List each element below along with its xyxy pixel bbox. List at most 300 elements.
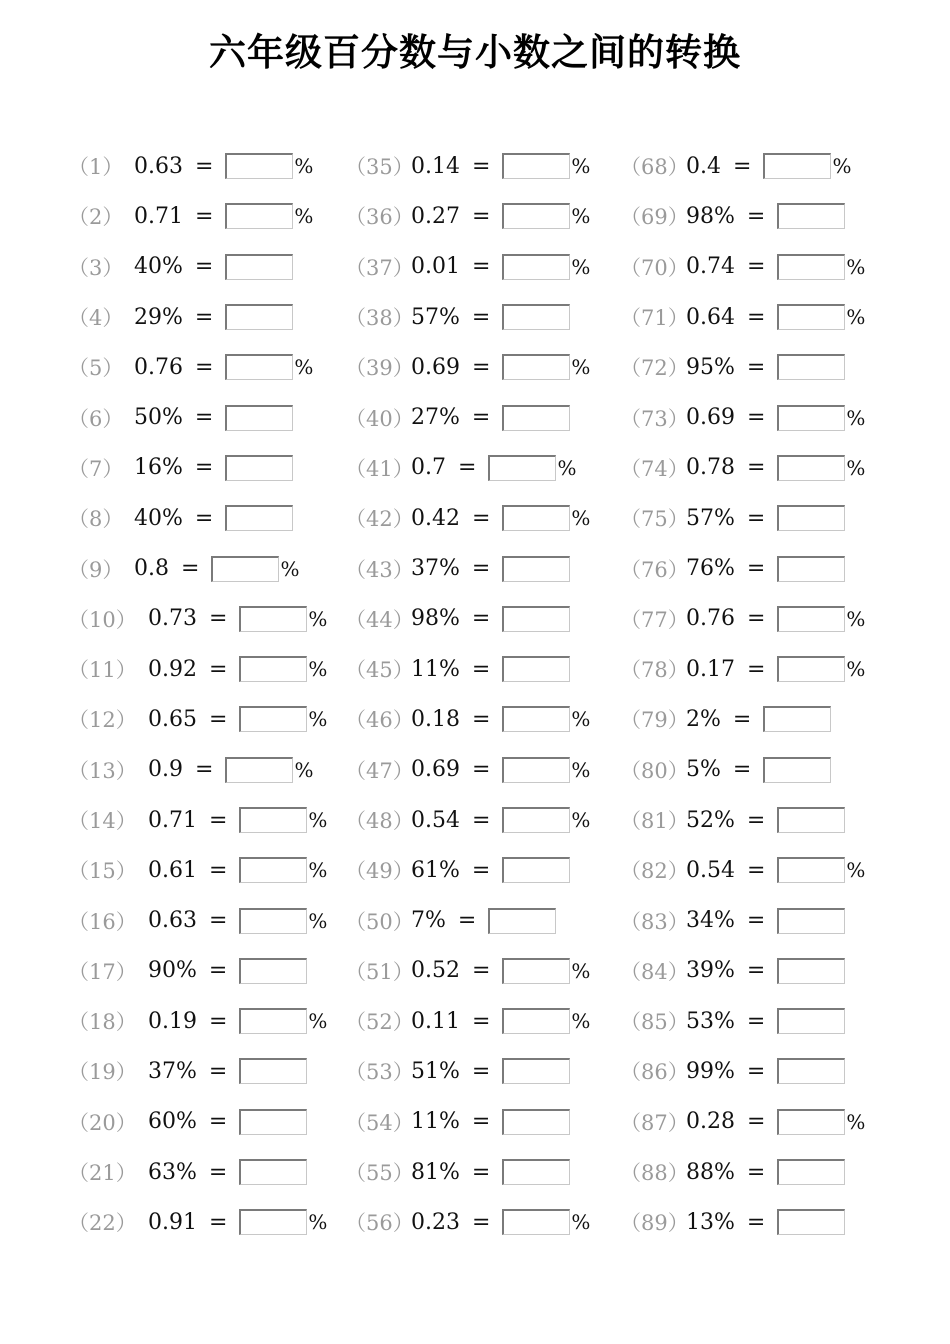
problem-row (68, 895, 327, 945)
problem-number: （21） (68, 1161, 137, 1186)
problem-expression: 0.92 (148, 656, 197, 682)
problem-row (345, 795, 590, 845)
percent-suffix: % (846, 606, 866, 631)
problem-expression: 40% (134, 505, 183, 531)
answer-box[interactable] (777, 405, 845, 431)
problem-expression: 0.91 (148, 1209, 197, 1235)
percent-suffix: % (832, 154, 852, 179)
equals-sign: = (208, 706, 228, 732)
answer-box[interactable] (211, 556, 279, 582)
equals-sign: = (746, 857, 766, 883)
answer-box[interactable] (777, 304, 845, 330)
answer-box[interactable] (777, 807, 845, 833)
page-title: 六年级百分数与小数之间的转换 (209, 31, 741, 74)
answer-box[interactable] (777, 1109, 845, 1135)
equals-sign: = (194, 405, 214, 431)
problem-expression: 0.65 (148, 706, 197, 732)
problem-number: （76） (620, 557, 689, 582)
problem-row (68, 342, 327, 392)
equals-sign: = (471, 405, 491, 431)
equals-sign: = (195, 757, 214, 783)
problem-row (68, 493, 327, 543)
problem-row (345, 141, 590, 191)
equals-sign: = (746, 807, 766, 833)
answer-box[interactable] (239, 706, 307, 732)
problem-expression: 0.71 (134, 203, 183, 229)
equals-sign: = (194, 153, 214, 179)
problem-row (345, 493, 590, 543)
equals-sign: = (194, 505, 214, 531)
answer-box[interactable] (502, 656, 570, 682)
equals-sign: = (746, 203, 766, 229)
answer-box[interactable] (502, 807, 570, 833)
equals-sign: = (471, 1109, 491, 1135)
equals-sign: = (208, 908, 228, 934)
problem-row (620, 443, 865, 493)
equals-sign: = (746, 1209, 766, 1235)
percent-suffix: % (308, 808, 328, 832)
answer-box[interactable] (777, 1008, 845, 1034)
problem-number: （86） (620, 1060, 689, 1085)
problem-expression: 40% (134, 254, 183, 280)
problem-expression: 0.54 (411, 807, 460, 833)
problem-number: （80） (620, 758, 689, 783)
problem-number: （74） (620, 456, 689, 481)
answer-box[interactable] (777, 958, 845, 984)
answer-box[interactable] (502, 254, 570, 280)
problem-number: （4） (68, 306, 124, 331)
problem-number: （70） (620, 255, 689, 280)
problem-expression: 0.19 (148, 1008, 197, 1034)
problem-expression: 57% (686, 505, 735, 531)
problem-number: （10） (68, 607, 137, 632)
equals-sign: = (471, 556, 491, 582)
problem-expression: 37% (148, 1058, 197, 1084)
answer-box[interactable] (239, 1058, 307, 1084)
percent-suffix: % (308, 606, 328, 631)
problem-number: （55） (345, 1161, 414, 1186)
problem-expression: 0.61 (148, 857, 197, 883)
equals-sign: = (457, 908, 477, 934)
problem-number: （72） (620, 356, 689, 381)
problem-row (620, 644, 865, 694)
equals-sign: = (733, 153, 752, 179)
problem-row (345, 443, 590, 493)
problem-row (68, 1097, 327, 1147)
percent-suffix: % (308, 858, 328, 883)
problem-number: （46） (345, 708, 414, 733)
problem-row (68, 1197, 327, 1247)
problem-expression: 11% (411, 656, 460, 682)
answer-box[interactable] (225, 757, 293, 783)
problem-number: （50） (345, 909, 414, 934)
problem-row (620, 946, 865, 996)
problem-number: （12） (68, 708, 137, 733)
problem-expression: 0.54 (686, 857, 735, 883)
answer-box[interactable] (239, 908, 307, 934)
problem-expression: 98% (686, 203, 735, 229)
answer-box[interactable] (239, 807, 307, 833)
equals-sign: = (471, 1008, 491, 1034)
problem-expression: 90% (148, 958, 197, 984)
problem-number: （87） (620, 1110, 689, 1135)
problem-expression: 11% (411, 1109, 460, 1135)
problem-number: （52） (345, 1010, 414, 1035)
problem-expression: 99% (686, 1058, 735, 1084)
answer-box[interactable] (502, 153, 570, 179)
answer-box[interactable] (777, 656, 845, 682)
problem-number: （88） (620, 1161, 689, 1186)
equals-sign: = (471, 1209, 491, 1235)
problem-row (620, 694, 865, 744)
answer-box[interactable] (777, 1058, 845, 1084)
answer-box[interactable] (777, 203, 845, 229)
percent-suffix: % (571, 808, 591, 832)
problem-number: （47） (345, 758, 414, 783)
equals-sign: = (208, 1008, 228, 1034)
answer-box[interactable] (777, 455, 845, 481)
problem-expression: 0.14 (411, 153, 460, 179)
problem-row (620, 1147, 865, 1197)
problem-expression: 0.28 (686, 1109, 735, 1135)
answer-box[interactable] (239, 1209, 307, 1235)
problem-row (345, 191, 590, 241)
equals-sign: = (746, 1159, 766, 1185)
problem-number: （17） (68, 959, 137, 984)
problem-row (68, 946, 327, 996)
equals-sign: = (746, 606, 766, 632)
problem-number: （51） (345, 959, 414, 984)
problem-expression: 7% (411, 908, 446, 934)
problem-row (620, 745, 865, 795)
answer-box[interactable] (239, 606, 307, 632)
percent-suffix: % (571, 958, 591, 983)
problem-row (345, 946, 590, 996)
percent-suffix: % (280, 556, 300, 581)
problem-expression: 5% (686, 757, 721, 783)
answer-box[interactable] (502, 556, 570, 582)
problem-row (620, 996, 865, 1046)
problem-number: （68） (620, 155, 689, 180)
percent-suffix: % (846, 305, 866, 330)
problem-number: （6） (68, 406, 124, 431)
problem-expression: 0.18 (411, 706, 460, 732)
problem-expression: 60% (148, 1109, 197, 1135)
problem-row (68, 292, 327, 342)
problem-number: （14） (68, 809, 137, 833)
equals-sign: = (746, 304, 766, 330)
equals-sign: = (471, 153, 491, 179)
problem-row (345, 1097, 590, 1147)
problem-row (345, 1046, 590, 1096)
problem-number: （85） (620, 1010, 689, 1035)
answer-box[interactable] (239, 1008, 307, 1034)
equals-sign: = (181, 556, 200, 582)
problem-row (68, 1046, 327, 1096)
equals-sign: = (208, 1109, 228, 1135)
answer-box[interactable] (239, 1109, 307, 1135)
problem-row (345, 594, 590, 644)
equals-sign: = (746, 505, 766, 531)
equals-sign: = (746, 908, 766, 934)
problem-number: （53） (345, 1060, 414, 1085)
problem-expression: 98% (411, 606, 460, 632)
problem-expression: 16% (134, 455, 183, 481)
problem-expression: 0.23 (411, 1209, 460, 1235)
percent-suffix: % (294, 757, 314, 782)
equals-sign: = (471, 807, 491, 833)
problem-number: （35） (345, 155, 414, 180)
answer-box[interactable] (502, 354, 570, 380)
answer-box[interactable] (225, 254, 293, 280)
answer-box[interactable] (502, 1209, 570, 1235)
equals-sign: = (194, 354, 214, 380)
answer-box[interactable] (225, 304, 293, 330)
problem-row (68, 443, 327, 493)
problem-row (620, 292, 865, 342)
equals-sign: = (471, 857, 491, 883)
answer-box[interactable] (777, 908, 845, 934)
problem-expression: 88% (686, 1159, 735, 1185)
problem-row (620, 1097, 865, 1147)
problem-number: （79） (620, 708, 689, 733)
answer-box[interactable] (488, 455, 556, 481)
answer-box[interactable] (488, 908, 556, 934)
answer-box[interactable] (239, 857, 307, 883)
problem-number: （9） (68, 557, 124, 582)
problem-expression: 37% (411, 556, 460, 582)
equals-sign: = (208, 857, 228, 883)
problem-number: （45） (345, 658, 414, 683)
answer-box[interactable] (777, 1159, 845, 1185)
percent-suffix: % (571, 204, 591, 229)
problem-row (345, 1197, 590, 1247)
answer-box[interactable] (502, 505, 570, 531)
problem-expression: 0.52 (411, 958, 460, 984)
problem-row (68, 392, 327, 442)
problem-expression: 53% (686, 1008, 735, 1034)
problem-expression: 57% (411, 304, 460, 330)
answer-box[interactable] (225, 354, 293, 380)
answer-box[interactable] (777, 556, 845, 582)
percent-suffix: % (846, 254, 866, 279)
problem-row (620, 543, 865, 593)
answer-box[interactable] (502, 1159, 570, 1185)
percent-suffix: % (294, 204, 314, 229)
problem-row (620, 795, 865, 845)
answer-box[interactable] (239, 1159, 307, 1185)
equals-sign: = (208, 1058, 228, 1084)
equals-sign: = (746, 455, 766, 481)
problem-number: （37） (345, 255, 414, 280)
percent-suffix: % (557, 455, 577, 480)
problem-expression: 0.69 (411, 757, 460, 783)
problem-expression: 0.7 (411, 455, 446, 481)
equals-sign: = (194, 304, 214, 330)
equals-sign: = (194, 254, 214, 280)
problem-expression: 0.76 (686, 606, 735, 632)
equals-sign: = (746, 354, 766, 380)
problem-expression: 0.01 (411, 254, 460, 280)
answer-box[interactable] (502, 606, 570, 632)
percent-suffix: % (571, 254, 591, 279)
problem-number: （2） (68, 205, 124, 230)
problem-expression: 0.11 (411, 1008, 460, 1034)
problem-row (620, 1197, 865, 1247)
problem-expression: 29% (134, 304, 183, 330)
problem-row (620, 493, 865, 543)
problem-row (68, 996, 327, 1046)
equals-sign: = (746, 556, 766, 582)
problem-row (620, 895, 865, 945)
equals-sign: = (208, 807, 228, 833)
problem-row (620, 1046, 865, 1096)
answer-box[interactable] (502, 1058, 570, 1084)
answer-box[interactable] (502, 757, 570, 783)
problem-row (620, 242, 865, 292)
answer-box[interactable] (777, 505, 845, 531)
percent-suffix: % (846, 405, 866, 430)
problem-column-1 (68, 141, 327, 1248)
equals-sign: = (208, 606, 228, 632)
problem-row (68, 694, 327, 744)
problem-expression: 27% (411, 405, 460, 431)
answer-box[interactable] (502, 203, 570, 229)
answer-box[interactable] (777, 1209, 845, 1235)
problem-expression: 0.63 (148, 908, 197, 934)
problem-row (68, 191, 327, 241)
problem-expression: 0.17 (686, 656, 735, 682)
problem-row (68, 242, 327, 292)
problem-expression: 34% (686, 908, 735, 934)
problem-expression: 81% (411, 1159, 460, 1185)
equals-sign: = (471, 254, 491, 280)
problem-expression: 0.76 (134, 354, 183, 380)
answer-box[interactable] (763, 706, 831, 732)
problem-row (345, 996, 590, 1046)
problem-expression: 0.4 (686, 153, 721, 179)
answer-box[interactable] (239, 656, 307, 682)
problem-expression: 0.69 (686, 405, 735, 431)
problem-number: （73） (620, 406, 689, 431)
equals-sign: = (746, 656, 766, 682)
equals-sign: = (746, 1058, 766, 1084)
problem-row (620, 342, 865, 392)
percent-suffix: % (294, 154, 314, 179)
problem-expression: 0.74 (686, 254, 735, 280)
problem-expression: 0.71 (148, 807, 197, 833)
problem-row (68, 141, 327, 191)
problem-row (68, 594, 327, 644)
equals-sign: = (471, 757, 491, 783)
problem-expression: 13% (686, 1209, 735, 1235)
problem-row (620, 141, 865, 191)
equals-sign: = (471, 1159, 491, 1185)
problem-row (345, 242, 590, 292)
problem-row (345, 644, 590, 694)
problem-number: （3） (68, 255, 124, 280)
problem-number: （42） (345, 507, 414, 532)
problem-number: （40） (345, 406, 414, 431)
problem-number: （7） (68, 456, 124, 481)
percent-suffix: % (294, 355, 314, 380)
answer-box[interactable] (225, 405, 293, 431)
problem-number: （56） (345, 1211, 414, 1236)
answer-box[interactable] (502, 1109, 570, 1135)
equals-sign: = (458, 455, 477, 481)
problem-number: （69） (620, 205, 689, 230)
problem-number: （19） (68, 1060, 137, 1085)
problem-expression: 52% (686, 807, 735, 833)
percent-suffix: % (308, 1210, 328, 1235)
problem-number: （43） (345, 557, 414, 582)
problem-expression: 0.73 (148, 606, 197, 632)
answer-box[interactable] (502, 857, 570, 883)
problem-expression: 50% (134, 405, 183, 431)
answer-box[interactable] (239, 958, 307, 984)
problem-expression: 51% (411, 1058, 460, 1084)
problem-number: （71） (620, 306, 689, 331)
problem-number: （22） (68, 1211, 137, 1236)
problem-expression: 0.42 (411, 505, 460, 531)
percent-suffix: % (846, 858, 866, 883)
percent-suffix: % (571, 355, 591, 380)
percent-suffix: % (846, 455, 866, 480)
answer-box[interactable] (225, 455, 293, 481)
answer-box[interactable] (502, 706, 570, 732)
answer-box[interactable] (502, 958, 570, 984)
answer-box[interactable] (502, 1008, 570, 1034)
problem-row (345, 292, 590, 342)
equals-sign: = (746, 958, 766, 984)
percent-suffix: % (571, 1009, 591, 1034)
answer-box[interactable] (777, 354, 845, 380)
problem-row (345, 342, 590, 392)
answer-box[interactable] (777, 606, 845, 632)
problem-column-2 (345, 141, 590, 1248)
problem-number: （36） (345, 205, 414, 230)
problem-row (345, 745, 590, 795)
answer-box[interactable] (502, 405, 570, 431)
problem-number: （89） (620, 1211, 689, 1236)
problem-number: （75） (620, 507, 689, 532)
equals-sign: = (471, 354, 491, 380)
equals-sign: = (471, 606, 491, 632)
equals-sign: = (746, 405, 766, 431)
problem-row (68, 745, 327, 795)
answer-box[interactable] (225, 153, 293, 179)
problem-row (345, 895, 590, 945)
answer-box[interactable] (502, 304, 570, 330)
problem-expression: 0.9 (148, 757, 183, 783)
answer-box[interactable] (763, 153, 831, 179)
answer-box[interactable] (777, 857, 845, 883)
problem-number: （44） (345, 607, 414, 632)
problem-number: （84） (620, 959, 689, 984)
problem-row (345, 694, 590, 744)
answer-box[interactable] (763, 757, 831, 783)
percent-suffix: % (846, 657, 866, 682)
equals-sign: = (746, 254, 766, 280)
problem-row (620, 191, 865, 241)
problem-number: （11） (68, 658, 137, 683)
percent-suffix: % (308, 657, 328, 682)
equals-sign: = (471, 1058, 491, 1084)
answer-box[interactable] (777, 254, 845, 280)
answer-box[interactable] (225, 505, 293, 531)
problem-row (345, 845, 590, 895)
answer-box[interactable] (225, 203, 293, 229)
